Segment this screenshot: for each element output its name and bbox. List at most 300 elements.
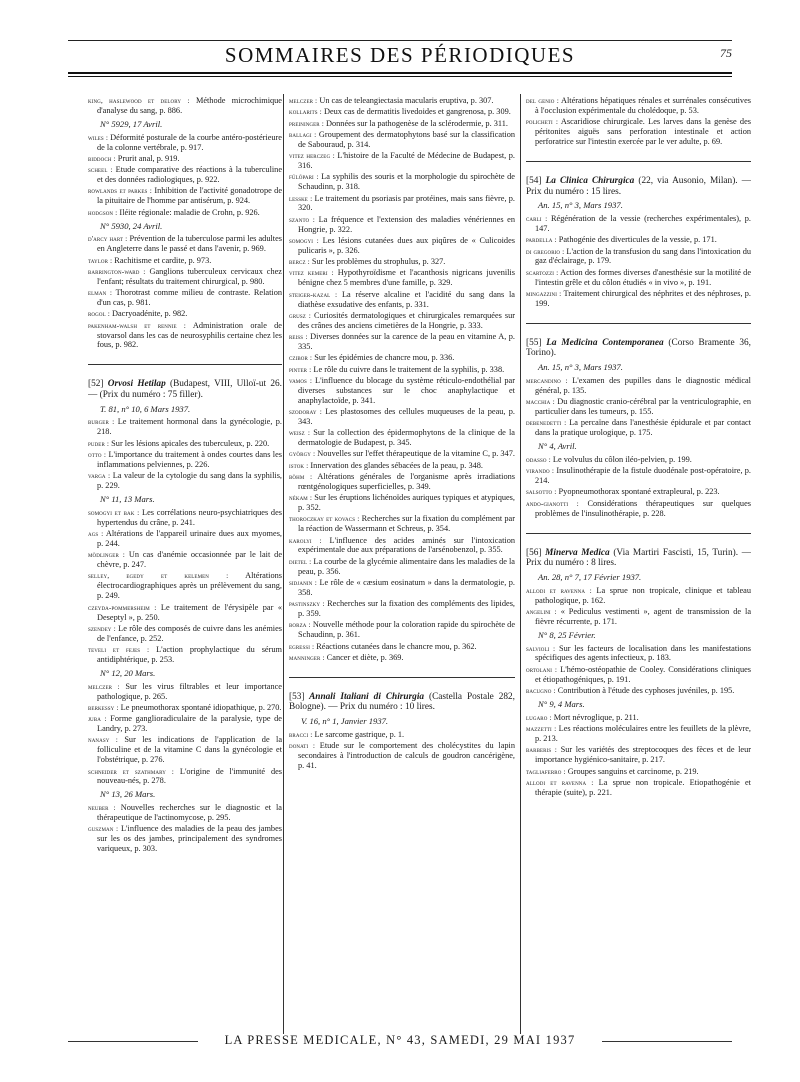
article-title: Groupement des dermatophytons basé sur la classification de Sabouraud, p. 314. xyxy=(298,129,515,149)
article-author: grusz : xyxy=(289,310,312,320)
article-author: pardella : xyxy=(526,235,557,245)
article-author: vitez kemeri : xyxy=(289,268,334,278)
article-author: vitez herczeg : xyxy=(289,151,335,161)
article-author: reiss : xyxy=(289,332,308,342)
column-1 xyxy=(88,96,282,1031)
article-author: debenedetti : xyxy=(526,418,567,428)
article-author: varga : xyxy=(88,471,111,481)
article-title: Le rôle du cuivre dans le traitement de la syphilis, p. 338. xyxy=(311,364,505,374)
issue-dateline: An. 15, n° 3, Mars 1937. xyxy=(538,200,623,211)
article-author: pastinszky : xyxy=(289,599,325,609)
column-2 xyxy=(289,96,515,1031)
article-author: steiger-kazal : xyxy=(289,289,338,299)
article-entry xyxy=(88,603,282,623)
article-entry xyxy=(88,439,282,449)
article-entry xyxy=(526,724,751,744)
article-entry xyxy=(88,735,282,765)
article-title: Mort névroglique, p. 211. xyxy=(551,712,639,722)
journal-number: [53] xyxy=(289,691,305,702)
article-author: böhm : xyxy=(289,471,313,481)
article-author: czibor : xyxy=(289,353,313,363)
article-title: Déformité posturale de la courbe antéro-postérieure de la colonne vertébrale, p. 917. xyxy=(97,132,282,152)
article-author: scheel : xyxy=(88,165,113,175)
article-entry xyxy=(88,645,282,665)
article-author: ballagi : xyxy=(289,129,317,139)
article-title: L'influence des acides aminés sur l'intoxication expérimentale due aux préparations de l'arsénobenzol, p. 355. xyxy=(298,535,515,555)
article-entry xyxy=(88,234,282,254)
article-author: tagliaferro : xyxy=(526,766,566,776)
page-footer: LA PRESSE MEDICALE, N° 43, SAMEDI, 29 MAI 1937 xyxy=(224,1033,576,1047)
article-title: Considérations thérapeutiques sur quelques problèmes de l'insulinothérapie, p. 228. xyxy=(535,498,751,518)
article-title: La sprue non tropicale. Etiopathogénie et thérapie (suite), p. 221. xyxy=(535,777,751,797)
article-entry xyxy=(289,428,515,448)
article-title: Sur les facteurs de localisation dans les manifestations spécifiques des agents infectieux, p. 183. xyxy=(535,643,751,663)
journal-name: Minerva Medica xyxy=(541,547,610,558)
article-title: Les réactions moléculaires entre les feuillets de la plèvre, p. 213. xyxy=(535,724,751,743)
article-author: lesske : xyxy=(289,193,313,203)
article-title: L'action prophylactique du sérum antidiphtérique, p. 253. xyxy=(97,645,282,664)
article-entry xyxy=(88,267,282,287)
article-title: Sur les lésions apicales des tuberculeux, p. 220. xyxy=(109,438,270,448)
issue-dateline: N° 11, 13 Mars. xyxy=(100,493,155,504)
article-entry xyxy=(526,455,751,465)
article-title: Le rôle de « cæsium eosinatum » dans la dermatologie, p. 358. xyxy=(298,577,515,597)
article-entry xyxy=(88,682,282,702)
article-author: györgy : xyxy=(289,449,316,459)
journal-heading xyxy=(88,379,282,400)
article-entry xyxy=(88,450,282,470)
article-title: Un cas de teleangiectasia macularis eruptiva, p. 307. xyxy=(317,96,494,105)
article-entry xyxy=(88,714,282,734)
article-title: L'action de la transfusion du sang dans l'intoxication du gaz d'éclairage, p. 179. xyxy=(535,246,751,266)
section-rule xyxy=(88,364,282,365)
article-author: istok : xyxy=(289,460,309,470)
article-author: angelini : xyxy=(526,606,557,616)
article-author: szodoray : xyxy=(289,406,322,416)
article-title: Les plastosomes des cellules muqueuses de la peau, p. 343. xyxy=(298,406,515,426)
article-title: L'importance du traitement à ondes courtes dans les inflammations pelviennes, p. 226. xyxy=(97,449,282,469)
article-title: Inhibition de l'activité gonadotrope de la pituitaire de l'homme par antisérum, p. 924. xyxy=(97,186,282,206)
article-title: Pathogénie des diverticules de la vessie, p. 171. xyxy=(556,235,717,245)
article-entry xyxy=(289,130,515,150)
article-title: Etude comparative des réactions à la tuberculine et des données radiologiques, p. 922. xyxy=(97,165,282,185)
article-title: Données sur la pathogenèse de la sclérodermie, p. 311. xyxy=(323,118,508,128)
article-entry xyxy=(88,208,282,218)
article-entry xyxy=(289,642,515,652)
article-author: guszman : xyxy=(88,824,119,834)
article-entry xyxy=(289,236,515,256)
article-entry xyxy=(289,653,515,663)
article-author: preininger : xyxy=(289,118,324,128)
article-entry xyxy=(289,268,515,288)
article-title: Sur les variétés des streptocoques des fèces et de leur importance hygiénico-sanitaire, p. 217. xyxy=(535,745,751,765)
article-author: lugaro : xyxy=(526,712,552,722)
journal-details: (Corso Bramente 36, Torino). xyxy=(526,337,751,359)
journal-name: La Medicina Contemporanea xyxy=(541,337,664,348)
article-author: salsotto : xyxy=(526,487,557,497)
article-title: L'histoire de la Faculté de Médecine de Budapest, p. 316. xyxy=(298,151,515,170)
article-author: bacugno : xyxy=(526,685,556,695)
article-author: vamos : xyxy=(289,375,313,385)
article-title: Sur les problèmes du strophulus, p. 327. xyxy=(309,257,446,267)
footer-rule-right xyxy=(602,1041,732,1042)
article-title: La syphilis des souris et la morphologie du spirochète de Schaudinn, p. 318. xyxy=(298,172,515,192)
article-entry xyxy=(88,133,282,153)
article-author: somogyi et bak : xyxy=(88,507,140,517)
article-title: Le pneumothorax spontané idiopathique, p. 270. xyxy=(118,702,282,712)
article-title: Insulinothérapie de la fistule duodénale post-opératoire, p. 214. xyxy=(535,466,751,486)
article-entry xyxy=(88,256,282,266)
article-entry xyxy=(289,172,515,192)
article-author: del genio : xyxy=(526,96,559,105)
article-author: mödlinger : xyxy=(88,550,125,560)
issue-dateline: N° 12, 20 Mars. xyxy=(100,667,156,678)
article-entry xyxy=(526,466,751,486)
issue-dateline: N° 9, 4 Mars. xyxy=(538,698,585,709)
article-author: ando-gianotti : xyxy=(526,498,579,508)
issue-dateline: N° 5929, 17 Avril. xyxy=(100,118,163,129)
article-entry xyxy=(526,686,751,696)
article-title: Sur les indications de l'application de la folliculine et de la vitamine C dans la gynécologie et l'obstétrique, p. 276. xyxy=(97,735,282,765)
article-entry xyxy=(88,703,282,713)
article-entry xyxy=(289,257,515,267)
journal-name: Orvosi Hetilap xyxy=(103,379,166,390)
journal-name: Annali Italiani di Chirurgia xyxy=(304,691,425,702)
article-title: Altérations électrocardiographiques après un prélèvement du sang, p. 249. xyxy=(97,571,282,601)
article-author: d'arcy hart : xyxy=(88,234,128,244)
journal-details: (22, via Ausonio, Milan). — Prix du numéro : 15 lires. xyxy=(526,175,751,197)
article-entry xyxy=(526,235,751,245)
article-entry xyxy=(289,578,515,598)
article-entry xyxy=(88,571,282,601)
article-author: somogyi : xyxy=(289,235,319,245)
article-entry xyxy=(289,151,515,171)
article-author: szanto : xyxy=(289,214,315,224)
journal-details: (Budapest, VIII, Ulloï-ut 26. — (Prix du numéro : 75 filler). xyxy=(88,379,282,400)
issue-dateline: V. 16, n° 1, Janvier 1937. xyxy=(301,715,389,726)
article-entry xyxy=(88,624,282,644)
article-title: Le traitement du psoriasis par protéines, mais sans fièvre, p. 320. xyxy=(298,193,515,213)
article-title: L'influence du blocage du système réticulo-endothélial par diverses substances sur le choc anaphylactique et anaphylactoïde, p. 341. xyxy=(298,375,515,405)
article-title: Sur les virus filtrables et leur importance pathologique, p. 265. xyxy=(97,681,282,701)
article-title: Altérations de l'appareil urinaire dues aux myomes, p. 244. xyxy=(97,529,282,548)
article-title: Régénération de la vessie (recherches expérimentales), p. 147. xyxy=(535,214,751,233)
article-title: Sur les éruptions lichénoïdes auriques typiques et atypiques, p. 352. xyxy=(298,493,515,513)
issue-dateline: T. 81, n° 10, 6 Mars 1937. xyxy=(100,403,191,414)
article-title: Les corrélations neuro-psychiatriques des hypertendus du crâne, p. 241. xyxy=(97,507,282,527)
article-author: ags : xyxy=(88,529,104,539)
article-entry xyxy=(289,365,515,375)
article-entry xyxy=(88,154,282,164)
article-title: Altérations hépatiques rénales et surrénales consécutives à l'occlusion expérimentale du cholédoque, p. 53. xyxy=(535,96,751,115)
article-entry xyxy=(289,557,515,577)
article-entry xyxy=(88,529,282,549)
article-entry xyxy=(526,289,751,309)
journal-number: [56] xyxy=(526,547,542,558)
article-author: virando : xyxy=(526,466,555,476)
article-author: nékam : xyxy=(289,493,313,503)
article-title: Thorotrast comme milieu de contraste. Relation d'un cas, p. 981. xyxy=(97,288,282,308)
article-entry xyxy=(289,215,515,235)
section-rule xyxy=(289,677,515,678)
article-entry xyxy=(289,290,515,310)
article-title: Prévention de la tuberculose parmi les adultes en Angleterre dans le passé et dans l'avenir, p. 969. xyxy=(97,234,282,254)
article-author: berkessy : xyxy=(88,702,119,712)
column-divider-1 xyxy=(283,94,284,1034)
article-entry xyxy=(289,311,515,331)
article-author: barberis : xyxy=(526,745,557,755)
article-author: policheti : xyxy=(526,117,559,127)
article-title: Le traitement de l'érysipèle par « Deseptyl », p. 250. xyxy=(97,602,282,622)
article-author: barrington-ward : xyxy=(88,266,146,276)
article-author: kollarits : xyxy=(289,107,322,117)
section-rule xyxy=(526,323,751,324)
article-entry xyxy=(289,493,515,513)
article-title: L'origine de l'immunité des nouveau-nés, p. 278. xyxy=(97,766,282,786)
article-author: puder : xyxy=(88,438,110,448)
journal-number: [52] xyxy=(88,379,104,390)
article-title: Prurit anal, p. 919. xyxy=(115,153,180,163)
article-title: « Pediculus vestimenti », agent de transmission de la fièvre récurrente, p. 171. xyxy=(535,606,751,626)
article-title: Le sarcome gastrique, p. 1. xyxy=(312,729,405,739)
journal-number: [54] xyxy=(526,175,542,186)
article-title: Sur les épidémies de chancre mou, p. 336. xyxy=(312,353,455,363)
article-title: Deux cas de dermatitis livedoides et gangrenosa, p. 309. xyxy=(321,107,511,117)
column-3 xyxy=(526,96,751,1031)
article-author: melczer : xyxy=(289,96,318,105)
article-entry xyxy=(289,353,515,363)
article-entry xyxy=(289,730,515,740)
article-title: Du diagnostic cranio-cérébral par la ventriculographie, en particulier dans les tumeurs, p. 155. xyxy=(535,397,751,416)
article-title: Administration orale de stovarsol dans les cas de neurosyphilis certaine chez les fous, p. 982. xyxy=(97,320,282,350)
article-title: Diverses données sur la carence de la peau en vitamine A, p. 335. xyxy=(298,332,515,351)
article-title: Recherches sur la fixation des compléments des lipides, p. 359. xyxy=(298,599,515,619)
article-entry xyxy=(88,508,282,528)
article-entry xyxy=(289,599,515,619)
article-entry xyxy=(526,713,751,723)
journal-heading xyxy=(526,548,751,569)
article-title: Ganglions tuberculeux cervicaux chez l'enfant; résultats du traitement chirurgical, p. 980. xyxy=(97,266,282,286)
article-title: Dacryoadénite, p. 982. xyxy=(109,309,188,319)
article-entry xyxy=(526,767,751,777)
issue-dateline: N° 13, 26 Mars. xyxy=(100,789,156,800)
article-entry xyxy=(289,407,515,427)
article-entry xyxy=(289,107,515,117)
article-author: mazzetti : xyxy=(526,724,557,734)
issue-dateline: An. 15, n° 3, Mars 1937. xyxy=(538,361,623,372)
article-author: neuber : xyxy=(88,803,116,813)
article-entry xyxy=(88,803,282,823)
article-entry xyxy=(88,417,282,437)
section-rule xyxy=(526,161,751,162)
article-entry xyxy=(526,644,751,664)
article-entry xyxy=(88,471,282,491)
article-title: Méthode microchimique d'analyse du sang, p. 886. xyxy=(97,96,282,115)
article-author: di gregorio : xyxy=(526,246,565,256)
article-author: bercz : xyxy=(289,257,310,267)
article-entry xyxy=(289,461,515,471)
article-title: Ascaridiose chirurgicale. Les larves dans la genèse des péritonites aiguës sans perforation intestinale et action perforatrice sur l'intestin exercée par le ver adulte, p. 69. xyxy=(535,117,751,147)
article-title: Sur la collection des épidermophytons de la clinique de la dermatologie de Budapest, p. 345. xyxy=(298,428,515,448)
article-title: L'examen des pupilles dans le diagnostic médical général, p. 135. xyxy=(535,375,751,395)
article-title: Etude sur le comportement des cholécystites du lapin secondaires à l'introduction de calculs de goudron cancérigène, p. 41. xyxy=(298,741,515,770)
article-author: thoroczkay et kovacs : xyxy=(289,514,360,524)
article-entry xyxy=(526,117,751,147)
article-title: Hypothyroïdisme et l'acanthosis nigricans juvenilis bénigne chez 5 membres d'une famille, p. 329. xyxy=(298,268,515,288)
article-title: La fréquence et l'extension des maladies vénériennes en Hongrie, p. 322. xyxy=(298,214,515,234)
article-title: Traitement chirurgical des néphrites et des néphroses, p. 199. xyxy=(535,288,751,308)
article-author: bracci : xyxy=(289,729,313,739)
article-author: rogol : xyxy=(88,309,110,319)
article-title: Le traitement hormonal dans la gynécologie, p. 218. xyxy=(97,417,282,437)
article-entry xyxy=(526,397,751,417)
article-author: teveli et fejes : xyxy=(88,645,150,654)
article-title: La sprue non tropicale, clinique et tableau pathologique, p. 162. xyxy=(535,585,751,605)
article-entry xyxy=(526,247,751,267)
article-title: Nouvelles recherches sur le diagnostic et la thérapeutique de l'actinomycose, p. 295. xyxy=(97,803,282,823)
article-title: Contribution à l'étude des cyphoses juvéniles, p. 195. xyxy=(555,685,735,695)
article-author: elman : xyxy=(88,288,113,298)
article-author: selley, egedy et kelemen : xyxy=(88,571,229,581)
article-title: Nouvelle méthode pour la coloration rapide du spirochète de Schaudinn, p. 361. xyxy=(298,620,515,640)
page-title: SOMMAIRES DES PÉRIODIQUES xyxy=(224,43,576,67)
article-author: karolyi : xyxy=(289,535,322,545)
article-title: L'hémo-ostéopathie de Cooley. Considérations cliniques et étiopathogéniques, p. 191. xyxy=(535,664,751,684)
header-rule xyxy=(68,72,732,74)
article-entry xyxy=(88,288,282,308)
article-author: mingazzini : xyxy=(526,288,562,298)
article-entry xyxy=(526,268,751,288)
article-author: weisz : xyxy=(289,428,311,438)
journal-details: (Castella Postale 282, Bologne). — Prix du numéro : 10 lires. xyxy=(289,691,515,713)
journal-heading xyxy=(289,692,515,713)
article-entry xyxy=(526,745,751,765)
issue-dateline: N° 8, 25 Février. xyxy=(538,629,596,640)
article-entry xyxy=(526,607,751,627)
article-author: sidjanin : xyxy=(289,577,317,587)
article-title: La courbe de la glycémie alimentaire dans les maladies de la peau, p. 356. xyxy=(298,556,515,576)
journal-name: La Clinica Chirurgica xyxy=(541,175,635,186)
article-entry xyxy=(88,321,282,351)
article-author: carli : xyxy=(526,214,548,224)
article-title: Curiosités dermatologiques et chirurgicales remarquées sur des crânes des anciens cimetières de la Hongrie, p. 333. xyxy=(298,310,515,330)
article-entry xyxy=(289,449,515,459)
footer-rule-left xyxy=(68,1041,198,1042)
page-number: 75 xyxy=(720,46,732,60)
article-entry xyxy=(289,536,515,556)
article-author: macchia : xyxy=(526,397,555,407)
article-entry xyxy=(289,741,515,771)
article-title: Rachitisme et cardite, p. 973. xyxy=(112,255,212,265)
issue-dateline: N° 4, Avril. xyxy=(538,441,577,452)
article-entry xyxy=(289,194,515,214)
article-author: hodgson : xyxy=(88,207,118,217)
article-author: mercandino : xyxy=(526,375,568,385)
article-author: melczer : xyxy=(88,681,120,691)
journal-number: [55] xyxy=(526,337,542,348)
article-entry xyxy=(526,586,751,606)
article-author: scartozzi : xyxy=(526,267,559,277)
article-entry xyxy=(289,620,515,640)
article-author: donati : xyxy=(289,741,316,751)
article-title: Cancer et diète, p. 369. xyxy=(324,652,404,662)
article-title: Les lésions cutanées dues aux piqûres de « Culicoides pulicaris », p. 326. xyxy=(298,235,515,255)
article-author: borza : xyxy=(289,620,311,630)
column-divider-2 xyxy=(520,94,521,1034)
article-entry xyxy=(88,165,282,185)
article-entry xyxy=(88,309,282,319)
article-entry xyxy=(526,376,751,396)
article-title: Iléite régionale: maladie de Crohn, p. 926. xyxy=(117,207,260,217)
article-entry xyxy=(289,376,515,406)
article-author: juba : xyxy=(88,714,107,724)
article-entry xyxy=(526,665,751,685)
article-author: czeyda-pommersheim : xyxy=(88,602,157,612)
article-author: ortolani : xyxy=(526,664,558,674)
article-entry xyxy=(289,514,515,534)
article-author: nanasy : xyxy=(88,735,118,745)
article-author: egressi : xyxy=(289,641,315,651)
article-entry xyxy=(526,499,751,519)
article-author: schneider et szathmary : xyxy=(88,766,175,776)
article-title: L'influence des maladies de la peau des jambes sur les os des jambes, principalement des syndromes variqueux, p. 303. xyxy=(97,824,282,854)
article-title: Recherches sur la fixation du complément par la réaction de Wassermann et Schreus, p. 354. xyxy=(298,514,515,534)
article-title: La réserve alcaline et l'acidité du sang dans la diathèse exsudative des enfants, p. 331. xyxy=(298,289,515,309)
issue-dateline: An. 28, n° 7, 17 Février 1937. xyxy=(538,571,642,582)
article-entry xyxy=(88,96,282,116)
article-entry xyxy=(526,778,751,798)
article-entry xyxy=(526,418,751,438)
article-author: manninger : xyxy=(289,652,325,662)
article-title: Un cas d'anémie occasionnée par le lait de chèvre, p. 247. xyxy=(97,550,282,570)
header-rule-thin xyxy=(68,76,732,77)
article-entry xyxy=(289,96,515,106)
article-author: wiles : xyxy=(88,132,109,142)
article-author: allodi et ravenna : xyxy=(526,585,592,595)
article-title: Altérations générales de l'organisme après irradiations rœntgénologiques superficielles, p. 349. xyxy=(298,471,515,491)
article-title: Nouvelles sur l'effet thérapeutique de la vitamine C, p. 347. xyxy=(315,449,515,459)
article-author: fülöpari : xyxy=(289,172,319,182)
article-author: odasso : xyxy=(526,454,551,464)
article-author: pakenham-walsh et rennie : xyxy=(88,320,187,330)
article-entry xyxy=(526,487,751,497)
article-title: Le rôle des composés de cuivre dans les anémies de l'enfance, p. 252. xyxy=(97,623,282,643)
article-entry xyxy=(88,186,282,206)
article-author: otto : xyxy=(88,449,107,459)
section-rule xyxy=(526,533,751,534)
article-author: dietel : xyxy=(289,556,312,566)
article-author: allodi et ravenna : xyxy=(526,777,594,787)
page-header xyxy=(68,44,732,74)
journal-heading xyxy=(526,338,751,359)
article-entry xyxy=(526,96,751,116)
journal-details: (Via Martiri Fascisti, 15, Turin). — Prix du numéro : 8 lires. xyxy=(526,547,751,569)
article-entry xyxy=(289,332,515,352)
article-author: pinter : xyxy=(289,364,312,374)
article-title: La valeur de la cytologie du sang dans la syphilis, p. 229. xyxy=(97,471,282,491)
article-author: burger : xyxy=(88,417,115,427)
article-entry xyxy=(526,214,751,234)
article-entry xyxy=(88,824,282,854)
article-entry xyxy=(88,550,282,570)
article-entry xyxy=(289,119,515,129)
article-author: salvioli : xyxy=(526,643,556,653)
article-title: Forme ganglioradiculaire de la paralysie, type de Landry, p. 273. xyxy=(97,714,282,734)
article-title: Pyopneumothorax spontané extrapleural, p. 223. xyxy=(556,487,720,497)
article-entry xyxy=(289,472,515,492)
article-author: szendey : xyxy=(88,623,116,633)
article-title: Action des formes diverses d'anesthésie sur la motilité de l'intestin grêle et du côlon étudiés « in vivo », p. 191. xyxy=(535,267,751,287)
